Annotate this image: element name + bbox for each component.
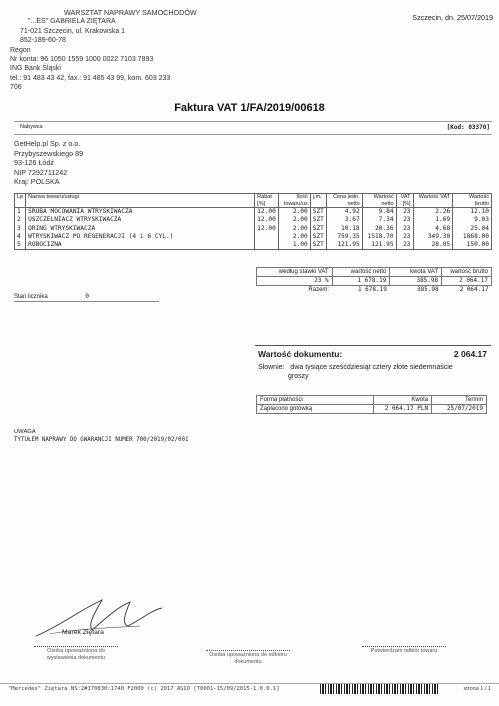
item-lp: 5 bbox=[15, 241, 26, 250]
item-vat-rate: 23 bbox=[396, 208, 413, 217]
table-row bbox=[15, 208, 492, 217]
items-header-row bbox=[15, 194, 492, 208]
seller-block bbox=[6, 8, 246, 93]
table-row bbox=[15, 233, 492, 241]
pay-form: Zapłacono gotówką bbox=[257, 405, 374, 414]
value-separator bbox=[255, 345, 491, 346]
note-text: TYTUŁEM NAPRAWY DO GWARANCJI NUMER 700/2019/02/001 bbox=[14, 437, 189, 443]
page-number: strona 1 / 1 bbox=[463, 686, 491, 692]
seller-regon: Regon bbox=[10, 46, 31, 54]
sig3-label: Potwierdzam odbiór towaru bbox=[370, 648, 438, 654]
buyer-label: Nabywca bbox=[20, 124, 43, 130]
vat-total-label: Razem: bbox=[308, 287, 330, 293]
item-qty: 2.00 bbox=[278, 225, 310, 233]
item-unit: SZT bbox=[310, 233, 326, 241]
buyer-block bbox=[14, 139, 83, 187]
place-date: Szczecin, dn. 25/07/2019 bbox=[412, 13, 493, 22]
item-rabat: 12.00 bbox=[255, 208, 279, 217]
items-table bbox=[14, 193, 492, 250]
pay-head-term: Termin bbox=[432, 396, 487, 405]
words-label: Słownie: bbox=[258, 364, 285, 371]
item-gross: 150.00 bbox=[453, 241, 492, 250]
vat-total-net: 1 678.19 bbox=[357, 286, 387, 293]
vat-amount: 385.98 bbox=[390, 277, 442, 286]
item-vat-rate: 23 bbox=[396, 233, 413, 241]
item-gross: 9.03 bbox=[453, 216, 492, 224]
item-net: 121.95 bbox=[362, 241, 396, 250]
item-name: WTRYSKIWACZ PO REGENERACJI (4 i 6 CYL.) bbox=[26, 233, 255, 241]
item-unit: SZT bbox=[310, 216, 326, 224]
col-qty: Ilość towaru/us bbox=[278, 194, 310, 208]
item-price: 10.18 bbox=[326, 225, 362, 233]
buyer-nip: NIP 7292711242 bbox=[14, 167, 68, 177]
vat-head-rate: według stawki VAT bbox=[257, 268, 333, 277]
buyer-street: Przybyszewskiego 89 bbox=[14, 148, 84, 158]
invoice-title: Faktura VAT 1/FA/2019/00618 bbox=[174, 102, 325, 114]
payment-table bbox=[256, 395, 487, 414]
note-block bbox=[14, 428, 189, 444]
pay-term: 25/07/2019 bbox=[432, 405, 487, 414]
table-row bbox=[15, 216, 492, 224]
item-gross: 12.10 bbox=[453, 208, 492, 217]
item-vat-value: 349.30 bbox=[413, 233, 453, 241]
item-net: 1518.70 bbox=[362, 233, 396, 241]
buyer-code: [Kod: 03370] bbox=[446, 124, 490, 131]
col-net: Wartość netto bbox=[362, 194, 396, 208]
item-vat-rate: 23 bbox=[396, 216, 413, 224]
pay-amount: 2 064.17 PLN bbox=[374, 405, 432, 414]
buyer-header-bar bbox=[14, 121, 492, 135]
buyer-city: 93-126 Łódź bbox=[14, 158, 54, 168]
document-value-label: Wartość dokumentu: bbox=[258, 349, 343, 359]
sig3-line bbox=[362, 646, 446, 647]
item-rabat: 12.00 bbox=[255, 216, 279, 224]
pay-head-form: Forma płatności bbox=[257, 396, 374, 405]
item-vat-value: 4.68 bbox=[413, 225, 453, 233]
item-unit: SZT bbox=[310, 241, 326, 250]
vat-head-gross: wartość brutto bbox=[442, 268, 492, 277]
vat-total-gross: 2 064.17 bbox=[459, 286, 489, 293]
seller-account: Nr konta: 96 1050 1559 1000 0022 7103 7893 bbox=[10, 56, 154, 64]
item-price: 4.92 bbox=[326, 208, 362, 217]
item-lp: 3 bbox=[15, 225, 26, 233]
buyer-country: Kraj: POLSKA bbox=[14, 177, 60, 187]
item-vat-value: 28.05 bbox=[413, 241, 453, 250]
item-vat-value: 2.26 bbox=[413, 208, 453, 217]
item-price: 121.95 bbox=[326, 241, 362, 250]
item-rabat bbox=[255, 233, 279, 241]
item-gross: 1868.00 bbox=[453, 233, 492, 241]
col-vat-value: Wartość VAT bbox=[413, 194, 453, 208]
seller-nip: 852-189-60-78 bbox=[20, 37, 66, 45]
words-line2: groszy bbox=[288, 373, 309, 380]
footer-software: "Mercedes" Ziętara NS:2#170830:1740 F2000 (c) 2017 ASCO [T0001-15/09/2015-1.0.0.1] bbox=[8, 686, 280, 692]
table-row bbox=[15, 241, 492, 250]
buyer-name: GetHelp.pl Sp. z o.o. bbox=[14, 139, 81, 148]
vat-gross: 2 064.17 bbox=[442, 277, 492, 286]
item-net: 7.34 bbox=[362, 216, 396, 224]
vat-rate: 23 % bbox=[257, 277, 333, 286]
vat-total-vat: 385.98 bbox=[416, 286, 439, 293]
item-unit: SZT bbox=[310, 208, 326, 217]
item-vat-rate: 23 bbox=[396, 241, 413, 250]
item-lp: 2 bbox=[15, 216, 26, 224]
item-price: 759.35 bbox=[326, 233, 362, 241]
seller-phones-cont: 706 bbox=[10, 84, 22, 92]
signature-name: Marek Ziętara bbox=[62, 629, 104, 636]
vat-net: 1 678.19 bbox=[332, 277, 390, 286]
sig1-label: Osoba upoważniona do wystawienia dokumentu bbox=[46, 648, 106, 661]
item-lp: 1 bbox=[15, 208, 26, 217]
item-rabat bbox=[255, 241, 279, 250]
signature-scribble bbox=[30, 590, 180, 642]
item-price: 3.67 bbox=[326, 216, 362, 224]
pay-head-amount: Kwota bbox=[374, 396, 432, 405]
odometer-label: Stan licznika bbox=[14, 294, 48, 300]
item-qty: 2.00 bbox=[278, 208, 310, 217]
item-name: ROBOCIZNA bbox=[26, 241, 255, 250]
sig1-line bbox=[34, 646, 118, 647]
seller-address: 71-021 Szczecin, ul. Krakowska 1 bbox=[20, 27, 126, 35]
seller-phones: tel.: 91 483 43 42, fax.: 91 485 43 99, kom. 603 233 bbox=[10, 74, 171, 82]
item-gross: 25.04 bbox=[453, 225, 492, 233]
vat-head-net: wartość netto bbox=[332, 268, 390, 277]
col-name: Nazwa towaru/usługi bbox=[26, 194, 255, 208]
vat-head-vat: kwota VAT bbox=[390, 268, 442, 277]
col-lp: Lp bbox=[15, 194, 26, 208]
seller-line2: "...ES" GABRIELA ZIĘTARA bbox=[28, 18, 116, 26]
odometer bbox=[14, 293, 89, 300]
item-name: ŚRUBA MOCOWANIA WTRYSKIWACZA bbox=[26, 208, 255, 217]
item-qty: 2.00 bbox=[278, 233, 310, 241]
item-name: ORING WTRYSKIWACZA bbox=[26, 225, 255, 233]
item-net: 20.36 bbox=[362, 225, 396, 233]
col-unit: j.m. bbox=[310, 194, 326, 208]
amount-in-words bbox=[258, 363, 490, 381]
item-rabat: 12.00 bbox=[255, 225, 279, 233]
sig2-line bbox=[206, 650, 290, 651]
odometer-line bbox=[14, 301, 159, 302]
barcode bbox=[320, 684, 438, 694]
note-label: UWAGA bbox=[14, 429, 36, 435]
item-vat-rate: 23 bbox=[396, 225, 413, 233]
vat-summary-table bbox=[256, 267, 492, 294]
document-value: 2 064.17 bbox=[453, 349, 487, 359]
words-line1: dwa tysiące sześćdziesiąt cztery złote siedemnaście bbox=[290, 364, 453, 371]
item-lp: 4 bbox=[15, 233, 26, 241]
col-gross: Wartość brutto bbox=[453, 194, 492, 208]
seller-bank: ING Bank Śląski bbox=[10, 65, 61, 73]
sig2-label: Osoba upoważniona do odbioru dokumentu bbox=[209, 652, 287, 665]
item-name: USZCZELNIACZ WTRYSKIWACZA bbox=[26, 216, 255, 224]
col-vat-rate: VAT [%] bbox=[396, 194, 413, 208]
item-qty: 2.00 bbox=[278, 216, 310, 224]
item-unit: SZT bbox=[310, 225, 326, 233]
col-rabat: Rabat [%] bbox=[255, 194, 279, 208]
item-net: 9.84 bbox=[362, 208, 396, 217]
item-vat-value: 1.69 bbox=[413, 216, 453, 224]
seller-line1: WARSZTAT NAPRAWY SAMOCHODÓW bbox=[64, 8, 197, 17]
item-qty: 1.00 bbox=[278, 241, 310, 250]
col-price: Cena jedn. netto bbox=[326, 194, 362, 208]
odometer-value: 0 bbox=[85, 293, 89, 300]
table-row bbox=[15, 225, 492, 233]
